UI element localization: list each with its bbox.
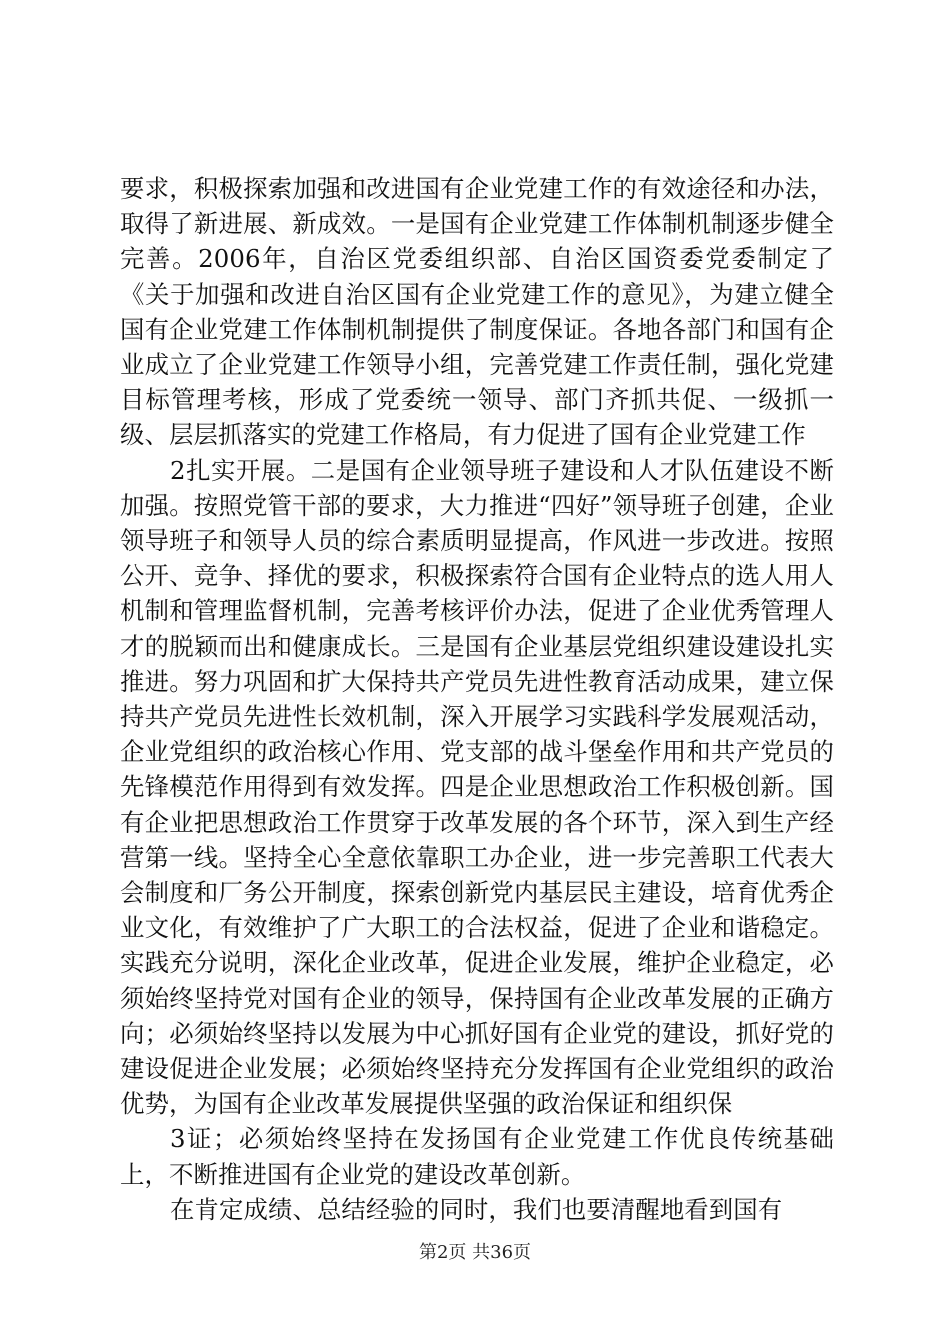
paragraph-4: 在肯定成绩、总结经验的同时，我们也要清醒地看到国有 bbox=[170, 1194, 783, 1224]
paragraph-3: 3证；必须始终坚持在发扬国有企业党建工作优良传统基础上，不断推进国有企业党的建设改革创新。 bbox=[120, 1124, 834, 1189]
document-body bbox=[120, 171, 834, 1227]
page-footer: 第2页 共36页 bbox=[418, 1242, 532, 1263]
paragraph-1: 要求，积极探索加强和改进国有企业党建工作的有效途径和办法，取得了新进展、新成效。一是国有企业党建工作体制机制逐步健全完善。2006年，自治区党委组织部、自治区国资委党委制定了《关于加强和改进自治区国有企业党建工作的意见》，为建立健全国有企业党建工作体制机制提供了制度保证。各地各部门和国有企业成立了企业党建工作领导小组，完善党建工作责任制，强化党建目标管理考核，形成了党委统一领导、部门齐抓共促、一级抓一级、层层抓落实的党建工作格局，有力促进了国有企业党建工作 bbox=[120, 174, 834, 450]
paragraph-2: 2扎实开展。二是国有企业领导班子建设和人才队伍建设不断加强。按照党管干部的要求，大力推进“四好”领导班子创建，企业领导班子和领导人员的综合素质明显提高，作风进一步改进。按照公开、竞争、择优的要求，积极探索符合国有企业特点的选人用人机制和管理监督机制，完善考核评价办法，促进了企业优秀管理人才的脱颖而出和健康成长。三是国有企业基层党组织建设建设扎实推进。努力巩固和扩大保持共产党员先进性教育活动成果，建立保持共产党员先进性长效机制，深入开展学习实践科学发展观活动，企业党组织的政治核心作用、党支部的战斗堡垒作用和共产党员的先锋模范作用得到有效发挥。四是企业思想政治工作积极创新。国有企业把思想政治工作贯穿于改革发展的各个环节，深入到生产经营第一线。坚持全心全意依靠职工办企业，进一步完善职工代表大会制度和厂务公开制度，探索创新党内基层民主建设，培育优秀企业文化，有效维护了广大职工的合法权益，促进了企业和谐稳定。实践充分说明，深化企业改革，促进企业发展，维护企业稳定，必须始终坚持党对国有企业的领导，保持国有企业改革发展的正确方向；必须始终坚持以发展为中心抓好国有企业党的建设，抓好党的建设促进企业发展；必须始终坚持充分发挥国有企业党组织的政治优势，为国有企业改革发展提供坚强的政治保证和组织保 bbox=[120, 455, 834, 1119]
